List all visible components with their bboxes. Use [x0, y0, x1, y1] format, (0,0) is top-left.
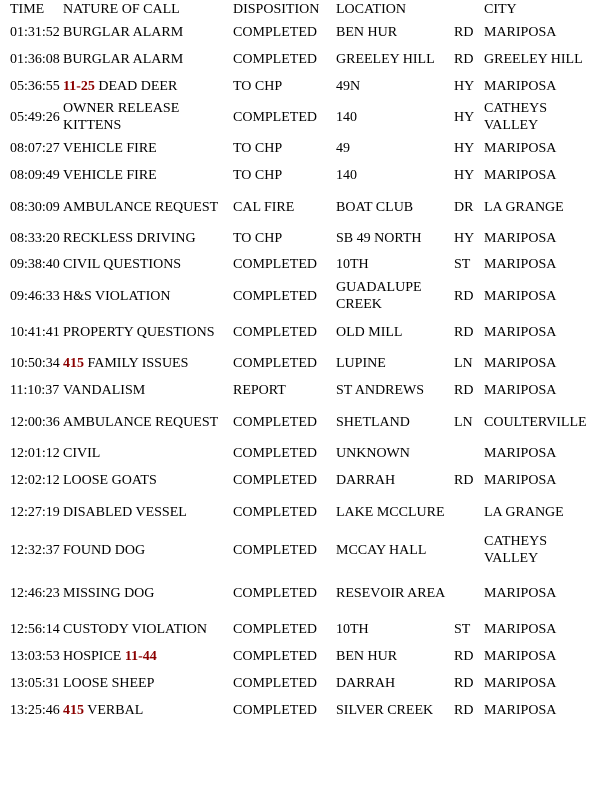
row-disposition: CAL FIRE [233, 199, 295, 215]
row-nature [63, 702, 233, 719]
row-street-type: RD [454, 703, 474, 718]
row-time: 05:49:26 [10, 109, 60, 125]
row-nature-text: MISSING DOG [63, 585, 155, 601]
row-street-type: RD [454, 324, 474, 340]
table-row [0, 350, 614, 377]
row-disposition: TO CHP [233, 168, 283, 183]
row-city: MARIPOSA [484, 649, 557, 664]
row-location: OLD MILL [336, 324, 403, 340]
table-row [0, 189, 614, 225]
row-location: MCCAY HALL [336, 542, 427, 558]
row-nature-text: VANDALISM [63, 383, 146, 398]
row-nature-text: DEAD DEER [98, 78, 178, 94]
table-row [0, 440, 614, 467]
row-time: 10:50:34 [10, 356, 60, 371]
row-street-type: LN [454, 414, 473, 430]
row-street-type: RD [454, 383, 474, 398]
row-location: 49N [336, 78, 361, 94]
row-time: 12:27:19 [10, 504, 60, 520]
row-time: 12:00:36 [10, 414, 60, 430]
row-nature-text: FAMILY ISSUES [87, 356, 189, 371]
row-city: CATHEYS VALLEY [484, 534, 548, 566]
row-location: SHETLAND [336, 414, 410, 430]
row-time: 12:01:12 [10, 446, 60, 461]
row-nature-text: VEHICLE FIRE [63, 168, 157, 183]
row-disposition: COMPLETED [233, 109, 317, 125]
row-street-type: ST [454, 257, 471, 272]
row-location: BEN HUR [336, 649, 398, 664]
row-time: 11:10:37 [10, 383, 60, 398]
row-disposition: COMPLETED [233, 446, 317, 461]
table-row [0, 530, 614, 570]
header-city: CITY [484, 2, 517, 17]
row-location: 49 [336, 141, 350, 156]
row-location: SB 49 NORTH [336, 230, 422, 246]
row-location: 10TH [336, 622, 369, 637]
row-code: 11-44 [124, 649, 157, 664]
row-nature-text: FOUND DOG [63, 542, 146, 558]
row-disposition: COMPLETED [233, 324, 317, 340]
row-location: SILVER CREEK [336, 703, 434, 718]
row-time: 08:07:27 [10, 141, 60, 156]
row-disposition: COMPLETED [233, 504, 317, 520]
row-street-type: LN [454, 356, 473, 371]
header-time: TIME [10, 2, 45, 17]
row-location: DARRAH [336, 676, 396, 691]
row-nature-text: VEHICLE FIRE [63, 141, 157, 156]
row-nature-text: RECKLESS DRIVING [63, 230, 196, 246]
row-time: 01:36:08 [10, 52, 60, 67]
header-nature: NATURE OF CALL [63, 2, 180, 17]
table-row [0, 162, 614, 189]
row-nature-text: DISABLED VESSEL [63, 504, 187, 520]
row-street-type: RD [454, 649, 474, 664]
row-nature [63, 199, 233, 216]
table-row [0, 404, 614, 440]
row-city: MARIPOSA [484, 446, 557, 461]
row-street-type: HY [454, 230, 475, 246]
row-time: 10:41:41 [10, 324, 60, 340]
row-city: MARIPOSA [484, 473, 557, 488]
row-nature [63, 78, 233, 95]
row-disposition: COMPLETED [233, 25, 317, 40]
row-street-type: HY [454, 141, 475, 156]
row-location: 10TH [336, 257, 369, 272]
row-disposition: COMPLETED [233, 542, 317, 558]
row-nature [63, 445, 233, 462]
row-disposition: TO CHP [233, 230, 283, 246]
table-row [0, 670, 614, 697]
row-time: 12:46:23 [10, 585, 60, 601]
row-street-type: RD [454, 676, 474, 691]
row-nature-text: HOSPICE [63, 649, 122, 664]
row-city: MARIPOSA [484, 676, 557, 691]
row-nature-text: PROPERTY QUESTIONS [63, 324, 215, 340]
row-city: GREELEY HILL [484, 52, 583, 67]
row-nature [63, 355, 233, 372]
row-city: LA GRANGE [484, 504, 564, 520]
table-row [0, 377, 614, 404]
row-city: MARIPOSA [484, 257, 557, 272]
table-row [0, 251, 614, 278]
table-row [0, 570, 614, 616]
row-location: GUADALUPE CREEK [336, 280, 422, 312]
row-location: LUPINE [336, 356, 386, 371]
row-time: 09:46:33 [10, 288, 60, 304]
row-time: 12:56:14 [10, 622, 60, 637]
row-location: ST ANDREWS [336, 383, 425, 398]
row-city: MARIPOSA [484, 141, 557, 156]
row-nature-text: AMBULANCE REQUEST [63, 199, 219, 215]
table-row [0, 697, 614, 724]
row-nature [63, 230, 233, 247]
row-disposition: TO CHP [233, 78, 283, 94]
table-row [0, 225, 614, 251]
table-body [0, 19, 614, 724]
row-nature [63, 51, 233, 68]
row-time: 13:03:53 [10, 649, 60, 664]
row-time: 08:33:20 [10, 230, 60, 246]
row-code: 415 [63, 703, 84, 718]
table-row [0, 467, 614, 494]
row-location: 140 [336, 109, 357, 125]
row-nature [63, 256, 233, 273]
row-location: DARRAH [336, 473, 396, 488]
row-time: 05:36:55 [10, 78, 60, 94]
row-disposition: COMPLETED [233, 288, 317, 304]
row-city: MARIPOSA [484, 78, 557, 94]
row-nature-text: CIVIL [63, 446, 101, 461]
row-time: 13:25:46 [10, 703, 60, 718]
row-nature [63, 324, 233, 341]
table-row [0, 135, 614, 162]
header-location: LOCATION [336, 2, 406, 17]
row-time: 01:31:52 [10, 25, 60, 40]
row-disposition: COMPLETED [233, 356, 317, 371]
row-disposition: COMPLETED [233, 676, 317, 691]
row-city: MARIPOSA [484, 230, 557, 246]
row-nature [63, 382, 233, 399]
row-city: MARIPOSA [484, 703, 557, 718]
row-street-type: HY [454, 168, 475, 183]
row-location: BOAT CLUB [336, 199, 414, 215]
header-row [0, 0, 614, 19]
row-city: MARIPOSA [484, 585, 557, 601]
row-time: 09:38:40 [10, 257, 60, 272]
row-disposition: COMPLETED [233, 649, 317, 664]
row-nature [63, 504, 233, 521]
row-nature [63, 648, 233, 665]
row-nature [63, 621, 233, 638]
row-street-type: ST [454, 622, 471, 637]
row-nature [63, 140, 233, 157]
row-time: 12:32:37 [10, 542, 60, 558]
table-row [0, 494, 614, 530]
row-location: 140 [336, 168, 357, 183]
row-nature [63, 24, 233, 41]
row-nature [63, 472, 233, 489]
row-street-type: RD [454, 473, 474, 488]
row-time: 13:05:31 [10, 676, 60, 691]
row-location: LAKE MCCLURE [336, 504, 445, 520]
row-nature [63, 414, 233, 431]
row-time: 08:09:49 [10, 168, 60, 183]
row-nature-text: H&S VIOLATION [63, 288, 171, 304]
row-nature-text: AMBULANCE REQUEST [63, 414, 219, 430]
row-disposition: COMPLETED [233, 52, 317, 67]
row-code: 11-25 [63, 78, 95, 94]
row-location: BEN HUR [336, 25, 398, 40]
row-street-type: RD [454, 25, 474, 40]
row-street-type: HY [454, 78, 475, 94]
table-row [0, 616, 614, 643]
row-disposition: COMPLETED [233, 257, 317, 272]
row-disposition: COMPLETED [233, 622, 317, 637]
row-disposition: TO CHP [233, 141, 283, 156]
table-row [0, 46, 614, 73]
row-street-type: HY [454, 109, 475, 125]
row-city: MARIPOSA [484, 168, 557, 183]
row-disposition: COMPLETED [233, 703, 317, 718]
row-code: 415 [63, 356, 84, 371]
row-city: COULTERVILLE [484, 414, 587, 430]
row-nature-text: LOOSE SHEEP [63, 676, 155, 691]
row-location: UNKNOWN [336, 446, 410, 461]
row-street-type: RD [454, 52, 474, 67]
row-disposition: COMPLETED [233, 585, 317, 601]
row-nature-text: BURGLAR ALARM [63, 52, 184, 67]
row-nature-text: VERBAL [87, 703, 144, 718]
row-time: 08:30:09 [10, 199, 60, 215]
row-city: MARIPOSA [484, 25, 557, 40]
row-disposition: COMPLETED [233, 414, 317, 430]
row-location: RESEVOIR AREA [336, 585, 446, 601]
header-disposition: DISPOSITION [233, 2, 320, 17]
row-nature [63, 585, 233, 602]
row-nature [63, 167, 233, 184]
row-disposition: COMPLETED [233, 473, 317, 488]
table-row [0, 73, 614, 99]
row-nature-text: LOOSE GOATS [63, 473, 157, 488]
row-city: MARIPOSA [484, 288, 557, 304]
row-nature [63, 100, 233, 134]
row-nature-text: CIVIL QUESTIONS [63, 257, 182, 272]
row-city: CATHEYS VALLEY [484, 101, 548, 133]
row-city: MARIPOSA [484, 622, 557, 637]
row-time: 12:02:12 [10, 473, 60, 488]
table-row [0, 19, 614, 46]
row-city: MARIPOSA [484, 356, 557, 371]
table-row [0, 314, 614, 350]
row-nature-text: CUSTODY VIOLATION [63, 622, 208, 637]
row-street-type: DR [454, 199, 474, 215]
table-row [0, 99, 614, 135]
row-nature [63, 542, 233, 559]
table-row [0, 278, 614, 314]
row-nature-text: OWNER RELEASE KITTENS [63, 101, 180, 133]
row-nature [63, 675, 233, 692]
row-nature [63, 288, 233, 305]
row-location: GREELEY HILL [336, 52, 435, 67]
row-street-type: RD [454, 288, 474, 304]
row-nature-text: BURGLAR ALARM [63, 25, 184, 40]
row-disposition: REPORT [233, 383, 286, 398]
row-city: MARIPOSA [484, 383, 557, 398]
row-city: LA GRANGE [484, 199, 564, 215]
table-row [0, 643, 614, 670]
row-city: MARIPOSA [484, 324, 557, 340]
